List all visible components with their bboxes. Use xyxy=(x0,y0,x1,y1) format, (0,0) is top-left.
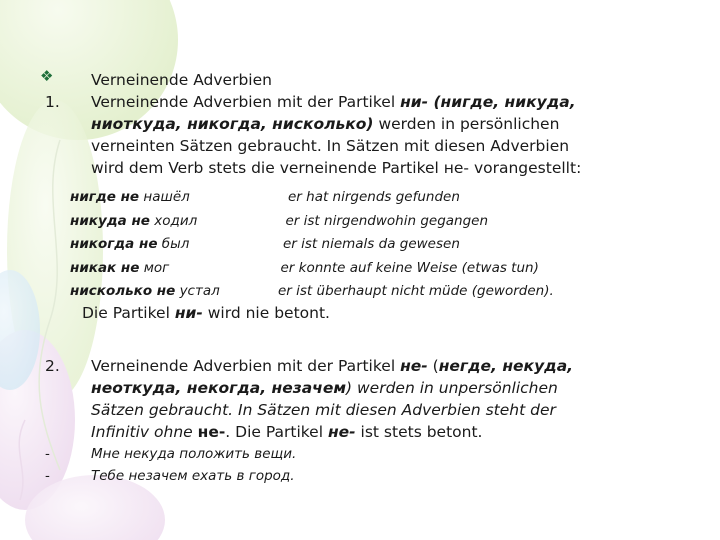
section-2-number: 2. xyxy=(45,357,60,375)
example-russian-run: мог xyxy=(139,259,170,276)
section-1-run: ни- (нигде, никуда, xyxy=(400,93,576,111)
section-2-run: неоткуда, некогда, незачем xyxy=(91,379,347,397)
section-2-line xyxy=(91,377,573,399)
example-sentence-row xyxy=(45,443,645,465)
example-russian-run: никак не xyxy=(70,259,140,276)
section-2-run: ( xyxy=(427,357,439,375)
example-russian-run: был xyxy=(157,236,190,252)
section-2-run: не- xyxy=(327,423,356,441)
dash-bullet: - xyxy=(45,446,50,462)
section-1-note-run: Die Partikel xyxy=(82,304,175,322)
example-sentence: Мне некуда положить вещи. xyxy=(91,446,297,462)
example-russian xyxy=(70,186,190,210)
section-2-run: Infinitiv ohne xyxy=(91,423,198,441)
section-2-run: не- xyxy=(400,357,428,375)
example-row xyxy=(70,186,670,210)
section-2-line xyxy=(91,399,573,421)
section-1-line xyxy=(91,91,581,113)
example-russian xyxy=(70,280,220,304)
section-1-run: ниоткуда, никогда, нисколько) xyxy=(91,115,374,133)
section-1-line xyxy=(91,157,581,179)
section-1-run: verneinten Sätzen gebraucht. In Sätzen mit diesen Adverbien xyxy=(91,137,570,155)
example-german: er ist überhaupt nicht müde (geworden). xyxy=(278,283,554,299)
dash-bullet: - xyxy=(45,468,50,484)
section-2-run: . Die Partikel xyxy=(225,423,328,441)
example-german: er konnte auf keine Weise (etwas tun) xyxy=(280,259,539,276)
section-1-examples xyxy=(70,186,670,304)
example-russian-run: никуда не xyxy=(70,212,150,229)
example-russian xyxy=(70,233,189,257)
section-2-examples xyxy=(45,443,645,487)
section-1-run: werden in persönlichen xyxy=(373,115,560,133)
example-german: er ist niemals da gewesen xyxy=(283,236,460,252)
section-1-note xyxy=(82,302,330,324)
example-sentence-row xyxy=(45,465,645,487)
section-1-run: Verneinende Adverbien mit der Partikel xyxy=(91,93,401,111)
example-russian-run: ходил xyxy=(149,212,198,229)
section-2-run: ist stets betont. xyxy=(355,423,483,441)
section-1-line xyxy=(91,113,581,135)
section-1-number: 1. xyxy=(45,93,60,111)
section-2-paragraph xyxy=(91,355,573,443)
section-2-line xyxy=(91,421,573,443)
example-german: er ist nirgendwohin gegangen xyxy=(285,212,489,229)
section-2-run: ) werden in unpersönlichen xyxy=(346,379,558,397)
section-2-run: негде, некуда, xyxy=(438,357,574,375)
example-russian-run: нигде не xyxy=(70,189,140,205)
section-1-line xyxy=(91,135,581,157)
section-2-run: Verneinende Adverbien mit der Partikel xyxy=(91,357,401,375)
example-row xyxy=(70,257,670,281)
example-row xyxy=(70,280,670,304)
section-2-run: не- xyxy=(197,423,226,441)
example-russian-run: устал xyxy=(175,283,220,299)
section-2-line xyxy=(91,355,573,377)
example-row xyxy=(70,233,670,257)
section-1-run: vorangestellt: xyxy=(469,159,582,177)
example-german: er hat nirgends gefunden xyxy=(288,189,460,205)
example-russian-run: нашёл xyxy=(139,189,190,205)
example-russian xyxy=(70,210,197,234)
section-1-run: wird dem Verb stets die verneinende Partikel xyxy=(91,159,444,177)
page-title: Verneinende Adverbien xyxy=(91,71,272,89)
section-2-run: Sätzen gebraucht. In Sätzen mit diesen Adverbien steht der xyxy=(91,401,556,419)
section-1-note-run: wird nie betont. xyxy=(202,304,330,322)
example-russian xyxy=(70,257,169,281)
section-1-paragraph xyxy=(91,91,581,179)
example-row xyxy=(70,210,670,234)
section-1-note-run: ни- xyxy=(174,304,203,322)
example-russian-run: никогда не xyxy=(70,236,158,252)
section-1-run: не- xyxy=(443,159,470,177)
example-russian-run: нисколько не xyxy=(70,283,176,299)
example-sentence: Тебе незачем ехать в город. xyxy=(91,468,295,484)
diamond-bullet-icon: ❖ xyxy=(40,67,54,85)
